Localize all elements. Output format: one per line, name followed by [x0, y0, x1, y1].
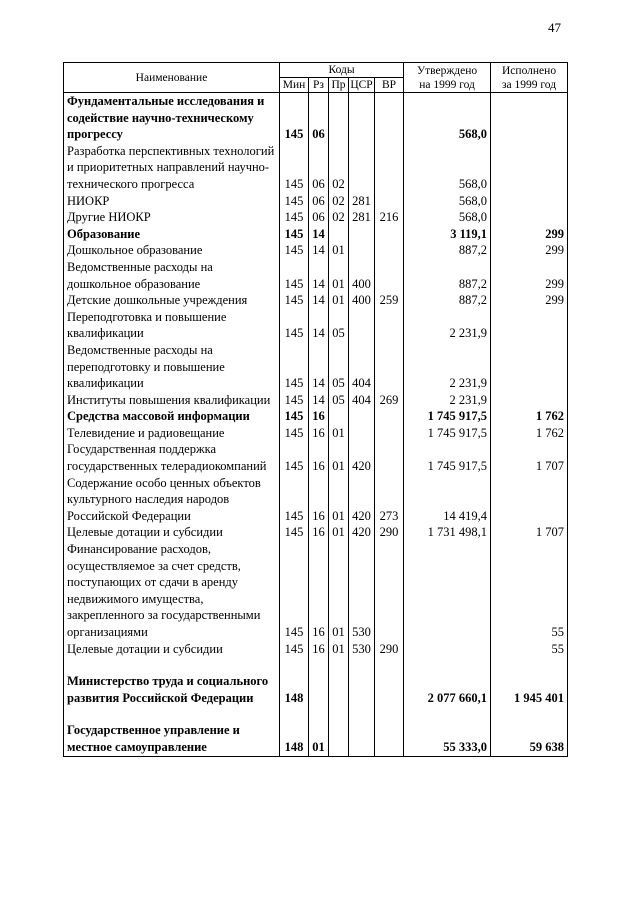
row-executed: [491, 309, 568, 342]
row-code-min: 145: [280, 392, 309, 409]
row-executed: 1 707: [491, 524, 568, 541]
row-code-pr: 05: [329, 309, 349, 342]
table-row: [64, 673, 568, 706]
row-name: Государственное управление и местное самоуправление: [64, 722, 280, 756]
row-approved: 568,0: [404, 209, 491, 226]
table-row: [64, 425, 568, 442]
row-code-pr: 05: [329, 392, 349, 409]
row-code-vr: [375, 722, 404, 756]
row-code-pr: 01: [329, 441, 349, 474]
row-approved: 3 119,1: [404, 226, 491, 243]
row-code-csr: [349, 226, 375, 243]
row-code-rz: 01: [309, 722, 329, 756]
row-executed: 1 762: [491, 408, 568, 425]
row-code-rz: 14: [309, 309, 329, 342]
page-number: 47: [548, 20, 561, 35]
row-code-rz: 14: [309, 392, 329, 409]
row-code-pr: 02: [329, 193, 349, 210]
row-code-rz: 06: [309, 193, 329, 210]
table-row: [64, 93, 568, 143]
row-approved: 2 077 660,1: [404, 673, 491, 706]
header-pr: Пр: [329, 78, 349, 93]
row-code-min: 145: [280, 143, 309, 193]
row-executed: 1 762: [491, 425, 568, 442]
row-approved: 2 231,9: [404, 309, 491, 342]
row-code-vr: 290: [375, 524, 404, 541]
row-name: Фундаментальные исследования и содействие научно-техническому прогрессу: [64, 93, 280, 143]
row-code-pr: 01: [329, 475, 349, 525]
row-executed: 299: [491, 259, 568, 292]
row-executed: 55: [491, 641, 568, 658]
spacer-row: [64, 657, 568, 673]
row-approved: 1 745 917,5: [404, 441, 491, 474]
table-row: [64, 441, 568, 474]
row-executed: [491, 143, 568, 193]
row-code-min: 145: [280, 408, 309, 425]
row-name: Ведомственные расходы на переподготовку и повышение квалификации: [64, 342, 280, 392]
row-name: Финансирование расходов, осуществляемое за счет средств, поступающих от сдачи в аренду недвижимого имущества, закрепленного за государственными организациями: [64, 541, 280, 641]
row-approved: [404, 541, 491, 641]
header-executed: [491, 63, 568, 93]
row-code-min: 145: [280, 641, 309, 658]
row-code-rz: 14: [309, 292, 329, 309]
row-code-vr: [375, 242, 404, 259]
row-executed: [491, 93, 568, 143]
row-name: Детские дошкольные учреждения: [64, 292, 280, 309]
table-row: [64, 408, 568, 425]
row-code-pr: 01: [329, 242, 349, 259]
row-code-vr: [375, 541, 404, 641]
row-name: Переподготовка и повышение квалификации: [64, 309, 280, 342]
header-approved: [404, 63, 491, 93]
header-vr: ВР: [375, 78, 404, 93]
row-name: Средства массовой информации: [64, 408, 280, 425]
row-code-vr: [375, 93, 404, 143]
row-code-pr: 01: [329, 641, 349, 658]
row-executed: [491, 193, 568, 210]
row-code-csr: [349, 408, 375, 425]
table-row: [64, 193, 568, 210]
row-name: Институты повышения квалификации: [64, 392, 280, 409]
row-code-rz: 16: [309, 641, 329, 658]
row-code-pr: 01: [329, 425, 349, 442]
row-approved: 887,2: [404, 259, 491, 292]
table-body: [64, 93, 568, 757]
row-code-csr: [349, 93, 375, 143]
table-row: [64, 524, 568, 541]
row-code-pr: 01: [329, 541, 349, 641]
row-code-rz: 16: [309, 408, 329, 425]
header-approved-line2: на 1999 год: [419, 78, 475, 91]
row-code-csr: 420: [349, 475, 375, 525]
row-code-min: 145: [280, 226, 309, 243]
row-code-csr: 420: [349, 441, 375, 474]
row-approved: 887,2: [404, 242, 491, 259]
row-code-min: 145: [280, 475, 309, 525]
row-code-csr: 400: [349, 259, 375, 292]
row-code-vr: [375, 226, 404, 243]
row-name: Образование: [64, 226, 280, 243]
row-name: Целевые дотации и субсидии: [64, 524, 280, 541]
table-row: [64, 722, 568, 756]
row-code-pr: [329, 722, 349, 756]
header-executed-line1: Исполнено: [502, 64, 557, 77]
header-name: Наименование: [64, 63, 280, 93]
header-executed-line2: за 1999 год: [501, 78, 557, 91]
row-code-rz: 16: [309, 524, 329, 541]
row-name: Разработка перспективных технологий и приоритетных направлений научно-технического прогресса: [64, 143, 280, 193]
row-code-pr: 02: [329, 143, 349, 193]
row-name: Содержание особо ценных объектов культурного наследия народов Российской Федерации: [64, 475, 280, 525]
row-name: НИОКР: [64, 193, 280, 210]
row-name: Государственная поддержка государственных телерадиокомпаний: [64, 441, 280, 474]
row-code-vr: [375, 143, 404, 193]
row-executed: [491, 342, 568, 392]
table-row: [64, 541, 568, 641]
table-row: [64, 342, 568, 392]
row-code-min: 148: [280, 722, 309, 756]
row-executed: [491, 392, 568, 409]
row-code-vr: [375, 408, 404, 425]
row-code-min: 145: [280, 292, 309, 309]
row-code-min: 145: [280, 259, 309, 292]
row-code-min: 145: [280, 541, 309, 641]
row-name: Телевидение и радиовещание: [64, 425, 280, 442]
row-approved: 1 745 917,5: [404, 425, 491, 442]
row-executed: 299: [491, 226, 568, 243]
row-approved: [404, 641, 491, 658]
row-code-csr: [349, 242, 375, 259]
row-code-rz: 06: [309, 93, 329, 143]
table-row: [64, 475, 568, 525]
row-code-csr: [349, 425, 375, 442]
row-code-vr: [375, 309, 404, 342]
row-code-pr: 01: [329, 292, 349, 309]
header-codes: Коды: [280, 63, 404, 78]
row-executed: 59 638: [491, 722, 568, 756]
row-code-min: 145: [280, 342, 309, 392]
table-row: [64, 392, 568, 409]
row-name: Дошкольное образование: [64, 242, 280, 259]
table-row: [64, 226, 568, 243]
row-approved: 14 419,4: [404, 475, 491, 525]
spacer-row: [64, 706, 568, 722]
row-approved: 1 745 917,5: [404, 408, 491, 425]
row-code-min: 145: [280, 441, 309, 474]
row-code-rz: 16: [309, 425, 329, 442]
row-executed: 55: [491, 541, 568, 641]
row-code-rz: 14: [309, 342, 329, 392]
row-code-csr: [349, 722, 375, 756]
row-code-csr: [349, 673, 375, 706]
row-code-vr: 259: [375, 292, 404, 309]
row-code-rz: 06: [309, 143, 329, 193]
row-code-rz: 16: [309, 441, 329, 474]
row-code-csr: 404: [349, 342, 375, 392]
header-csr: ЦСР: [350, 79, 373, 91]
row-code-vr: 216: [375, 209, 404, 226]
row-code-csr: 530: [349, 541, 375, 641]
row-executed: [491, 475, 568, 525]
row-code-pr: [329, 226, 349, 243]
table-row: [64, 641, 568, 658]
table-row: [64, 292, 568, 309]
row-code-csr: 420: [349, 524, 375, 541]
row-code-pr: [329, 673, 349, 706]
row-code-pr: [329, 93, 349, 143]
row-code-rz: 14: [309, 226, 329, 243]
table-row: [64, 259, 568, 292]
row-code-vr: [375, 259, 404, 292]
row-approved: 1 731 498,1: [404, 524, 491, 541]
table-row: [64, 209, 568, 226]
row-code-rz: 14: [309, 259, 329, 292]
row-executed: 299: [491, 242, 568, 259]
row-code-csr: 400: [349, 292, 375, 309]
row-code-vr: [375, 425, 404, 442]
row-code-vr: [375, 193, 404, 210]
row-approved: 2 231,9: [404, 342, 491, 392]
row-name: Ведомственные расходы на дошкольное образование: [64, 259, 280, 292]
row-code-pr: 01: [329, 259, 349, 292]
row-code-rz: 16: [309, 475, 329, 525]
row-code-pr: 02: [329, 209, 349, 226]
row-code-min: 145: [280, 209, 309, 226]
row-name: Целевые дотации и субсидии: [64, 641, 280, 658]
budget-table: [63, 62, 568, 757]
row-code-csr: 281: [349, 193, 375, 210]
row-code-csr: 281: [349, 209, 375, 226]
row-code-csr: 530: [349, 641, 375, 658]
header-rz: Рз: [309, 78, 329, 93]
row-code-min: 145: [280, 93, 309, 143]
row-approved: 568,0: [404, 193, 491, 210]
row-name: Другие НИОКР: [64, 209, 280, 226]
row-code-rz: 16: [309, 541, 329, 641]
row-code-vr: [375, 673, 404, 706]
row-code-rz: 14: [309, 242, 329, 259]
table-row: [64, 242, 568, 259]
row-code-min: 148: [280, 673, 309, 706]
row-code-vr: [375, 342, 404, 392]
row-approved: 2 231,9: [404, 392, 491, 409]
row-executed: 1 707: [491, 441, 568, 474]
header-min: Мин: [280, 78, 309, 93]
row-approved: 55 333,0: [404, 722, 491, 756]
row-code-min: 145: [280, 309, 309, 342]
table-header: [64, 63, 568, 93]
row-executed: 299: [491, 292, 568, 309]
row-code-vr: 290: [375, 641, 404, 658]
row-code-csr: 404: [349, 392, 375, 409]
row-approved: 568,0: [404, 93, 491, 143]
row-name: Министерство труда и социального развития Российской Федерации: [64, 673, 280, 706]
row-approved: 887,2: [404, 292, 491, 309]
row-code-min: 145: [280, 425, 309, 442]
row-code-rz: [309, 673, 329, 706]
row-code-csr: [349, 143, 375, 193]
row-code-vr: [375, 441, 404, 474]
row-code-pr: 05: [329, 342, 349, 392]
row-code-rz: 06: [309, 209, 329, 226]
table-row: [64, 143, 568, 193]
row-code-min: 145: [280, 524, 309, 541]
row-code-csr: [349, 309, 375, 342]
row-code-pr: 01: [329, 524, 349, 541]
row-code-min: 145: [280, 242, 309, 259]
row-executed: 1 945 401: [491, 673, 568, 706]
row-approved: 568,0: [404, 143, 491, 193]
row-code-pr: [329, 408, 349, 425]
row-executed: [491, 209, 568, 226]
row-code-vr: 269: [375, 392, 404, 409]
row-code-vr: 273: [375, 475, 404, 525]
table-row: [64, 309, 568, 342]
header-approved-line1: Утверждено: [416, 64, 478, 77]
row-code-min: 145: [280, 193, 309, 210]
